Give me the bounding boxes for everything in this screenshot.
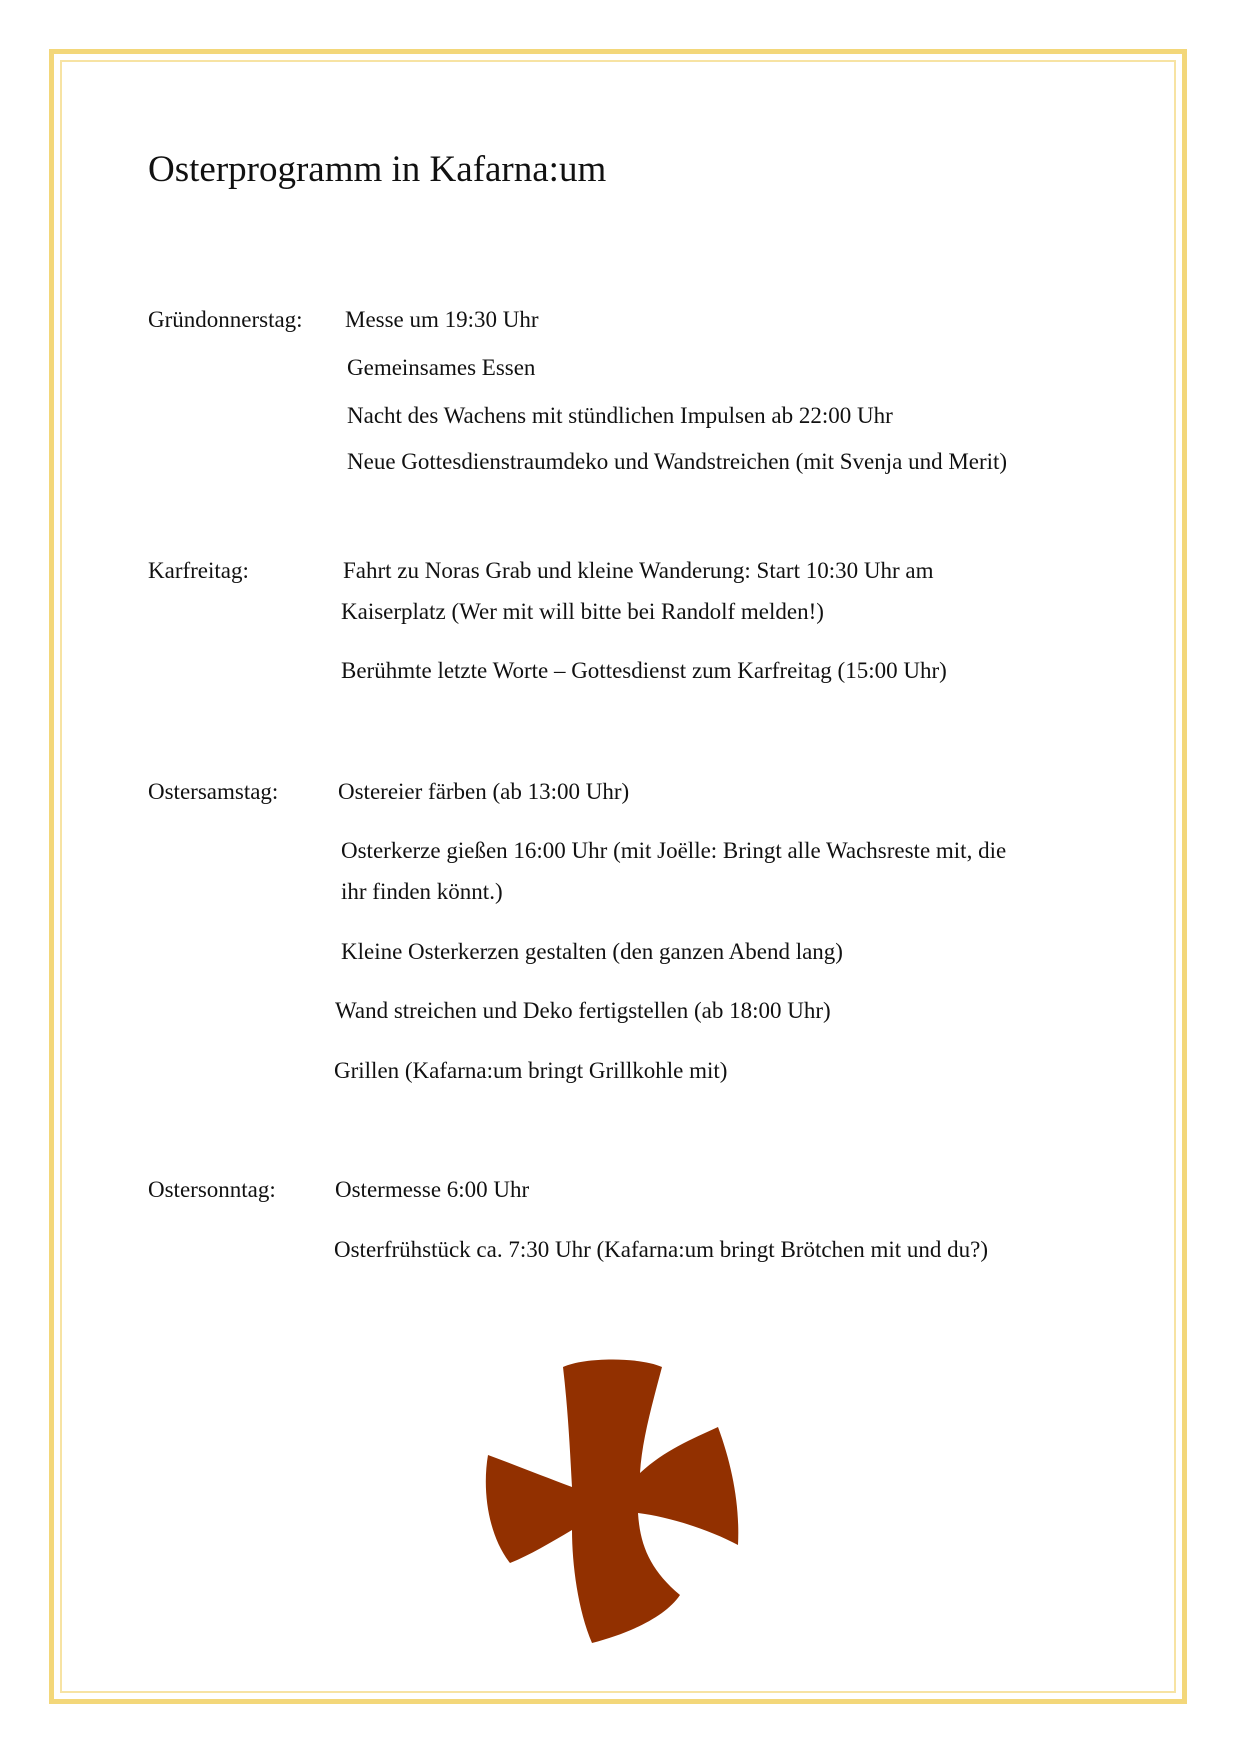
day-label-karfreitag: Karfreitag: xyxy=(148,558,249,583)
day-label-gruendonnerstag: Gründonnerstag: xyxy=(148,307,303,332)
saturday-item-5: Grillen (Kafarna:um bringt Grillkohle mit) xyxy=(334,1058,728,1083)
saturday-item-4: Wand streichen und Deko fertigstellen (ab 18:00 Uhr) xyxy=(335,998,831,1023)
saturday-item-2-line-2: ihr finden könnt.) xyxy=(341,879,503,904)
saturday-item-3: Kleine Osterkerzen gestalten (den ganzen Abend lang) xyxy=(341,939,843,964)
day-label-ostersamstag: Ostersamstag: xyxy=(148,779,279,804)
thursday-item-2: Gemeinsames Essen xyxy=(347,355,536,380)
sunday-item-1: Ostermesse 6:00 Uhr xyxy=(335,1177,530,1202)
friday-item-1-line-1: Fahrt zu Noras Grab und kleine Wanderung: Start 10:30 Uhr am xyxy=(343,558,934,583)
thursday-item-4: Neue Gottesdienstraumdeko und Wandstreichen (mit Svenja und Merit) xyxy=(347,449,1008,474)
sunday-item-2: Osterfrühstück ca. 7:30 Uhr (Kafarna:um bringt Brötchen mit und du?) xyxy=(334,1237,989,1262)
friday-item-1-line-2: Kaiserplatz (Wer mit will bitte bei Randolf melden!) xyxy=(341,599,824,624)
saturday-item-2-line-1: Osterkerze gießen 16:00 Uhr (mit Joëlle: Bringt alle Wachsreste mit, die xyxy=(341,838,1007,863)
cross-icon xyxy=(470,1355,750,1645)
friday-item-2: Berühmte letzte Worte – Gottesdienst zum Karfreitag (15:00 Uhr) xyxy=(341,658,947,683)
thursday-item-3: Nacht des Wachens mit stündlichen Impulsen ab 22:00 Uhr xyxy=(347,403,893,428)
page-title: Osterprogramm in Kafarna:um xyxy=(148,149,607,190)
saturday-item-1: Ostereier färben (ab 13:00 Uhr) xyxy=(338,779,630,804)
day-label-ostersonntag: Ostersonntag: xyxy=(148,1177,276,1202)
thursday-item-1: Messe um 19:30 Uhr xyxy=(345,307,539,332)
